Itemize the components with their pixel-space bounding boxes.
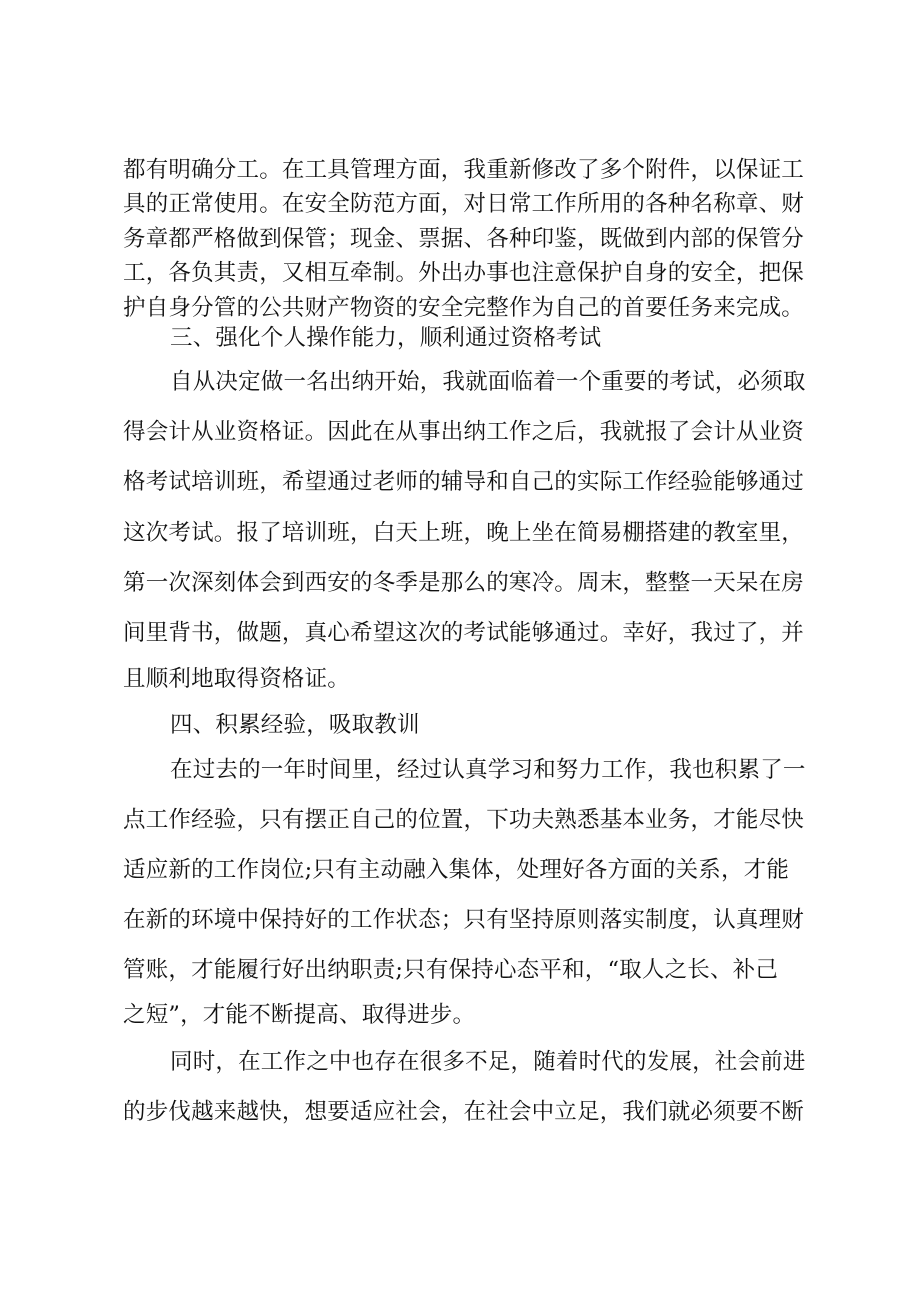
text-line: 之短”，才能不断提高、取得进步。 bbox=[123, 1002, 476, 1028]
text-line: 具的正常使用。在安全防范方面，对日常工作所用的各种名称章、财 bbox=[123, 191, 805, 217]
text-line: 适应新的工作岗位;只有主动融入集体，处理好各方面的关系，才能 bbox=[123, 857, 790, 883]
text-line: 护自身分管的公共财产物资的安全完整作为自己的首要任务来完成。 bbox=[123, 295, 805, 321]
text-line: 在过去的一年时间里，经过认真学习和努力工作，我也积累了一 bbox=[170, 757, 806, 783]
text-line: 得会计从业资格证。因此在从事出纳工作之后，我就报了会计从业资 bbox=[123, 419, 805, 445]
text-line: 这次考试。报了培训班，白天上班，晚上坐在简易棚搭建的教室里， bbox=[123, 520, 805, 546]
text-line: 自从决定做一名出纳开始，我就面临着一个重要的考试，必须取 bbox=[170, 369, 806, 395]
text-line: 间里背书，做题，真心希望这次的考试能够通过。幸好，我过了，并 bbox=[123, 620, 805, 646]
text-line: 点工作经验，只有摆正自己的位置，下功夫熟悉基本业务，才能尽快 bbox=[123, 807, 805, 833]
text-line: 工，各负其责，又相互牵制。外出办事也注意保护自身的安全，把保 bbox=[123, 260, 805, 286]
text-line: 都有明确分工。在工具管理方面，我重新修改了多个附件，以保证工 bbox=[123, 157, 805, 183]
text-line: 第一次深刻体会到西安的冬季是那么的寒冷。周末，整整一天呆在房 bbox=[123, 570, 805, 596]
text-line: 务章都严格做到保管；现金、票据、各种印鉴，既做到内部的保管分 bbox=[123, 226, 805, 252]
text-line: 且顺利地取得资格证。 bbox=[123, 666, 351, 692]
section-heading-3: 三、强化个人操作能力，顺利通过资格考试 bbox=[170, 325, 602, 351]
text-line: 的步伐越来越快，想要适应社会，在社会中立足，我们就必须要不断 bbox=[123, 1099, 805, 1125]
text-line: 同时，在工作之中也存在很多不足，随着时代的发展，社会前进 bbox=[170, 1049, 806, 1075]
section-heading-4: 四、积累经验，吸取教训 bbox=[170, 712, 420, 738]
text-line: 格考试培训班，希望通过老师的辅导和自己的实际工作经验能够通过 bbox=[123, 469, 805, 495]
text-line: 管账，才能履行好出纳职责;只有保持心态平和，“取人之长、补己 bbox=[123, 957, 779, 983]
text-line: 在新的环境中保持好的工作状态；只有坚持原则落实制度，认真理财 bbox=[123, 907, 805, 933]
